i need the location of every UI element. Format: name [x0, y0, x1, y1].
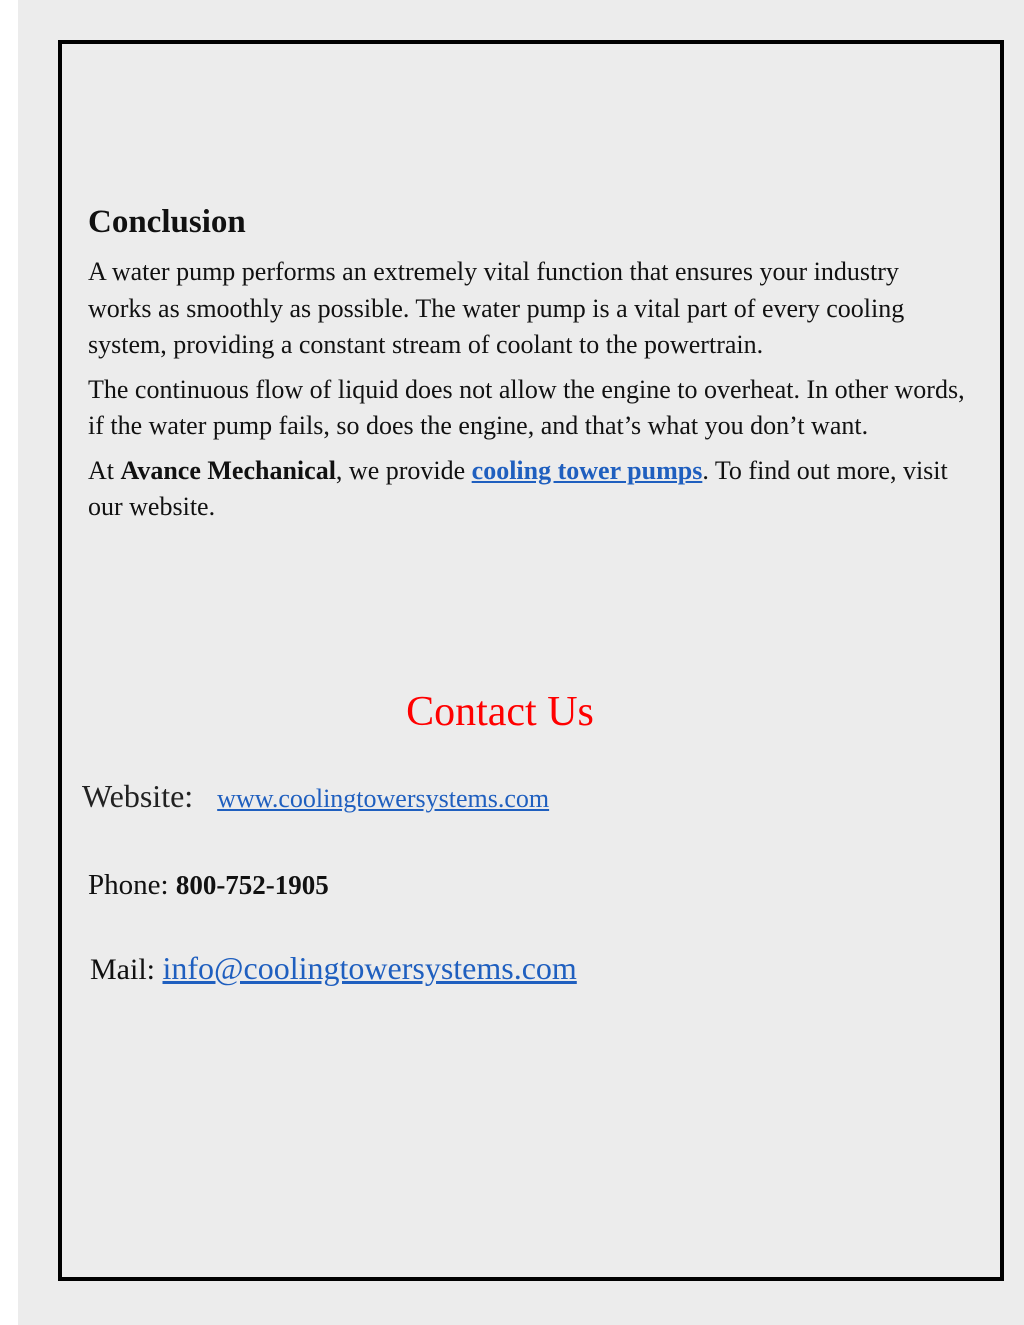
website-row [82, 778, 549, 815]
conclusion-section [88, 200, 968, 534]
contact-us-heading: Contact Us [406, 689, 594, 735]
mail-row [90, 950, 577, 987]
para3-suffix: . To find out more, visit our website. [88, 455, 948, 521]
company-name: Avance Mechanical [120, 455, 336, 485]
cooling-tower-pumps-link[interactable]: cooling tower pumps [471, 455, 703, 485]
website-link[interactable]: www.coolingtowersystems.com [217, 784, 550, 813]
website-label: Website: [82, 778, 194, 814]
email-link[interactable]: info@coolingtowersystems.com [162, 950, 577, 986]
conclusion-paragraph-1: A water pump performs an extremely vital function that ensures your industry works as smoothly as possible. The water pump is a vital part of every cooling system, providing a constant stream of coolant to the powertrain. [88, 257, 905, 359]
conclusion-paragraph-2: The continuous flow of liquid does not allow the engine to overheat. In other words, if the water pump fails, so does the engine, and that’s what you don’t want. [88, 374, 965, 440]
phone-number: 800-752-1905 [175, 870, 329, 900]
phone-label: Phone: [88, 869, 176, 901]
phone-row [88, 869, 329, 902]
conclusion-heading: Conclusion [88, 204, 246, 240]
conclusion-paragraph-3 [88, 453, 968, 526]
page [18, 0, 1024, 1325]
mail-label: Mail: [90, 953, 163, 986]
para3-prefix: At [88, 455, 121, 485]
para3-middle: , we provide [335, 455, 472, 485]
